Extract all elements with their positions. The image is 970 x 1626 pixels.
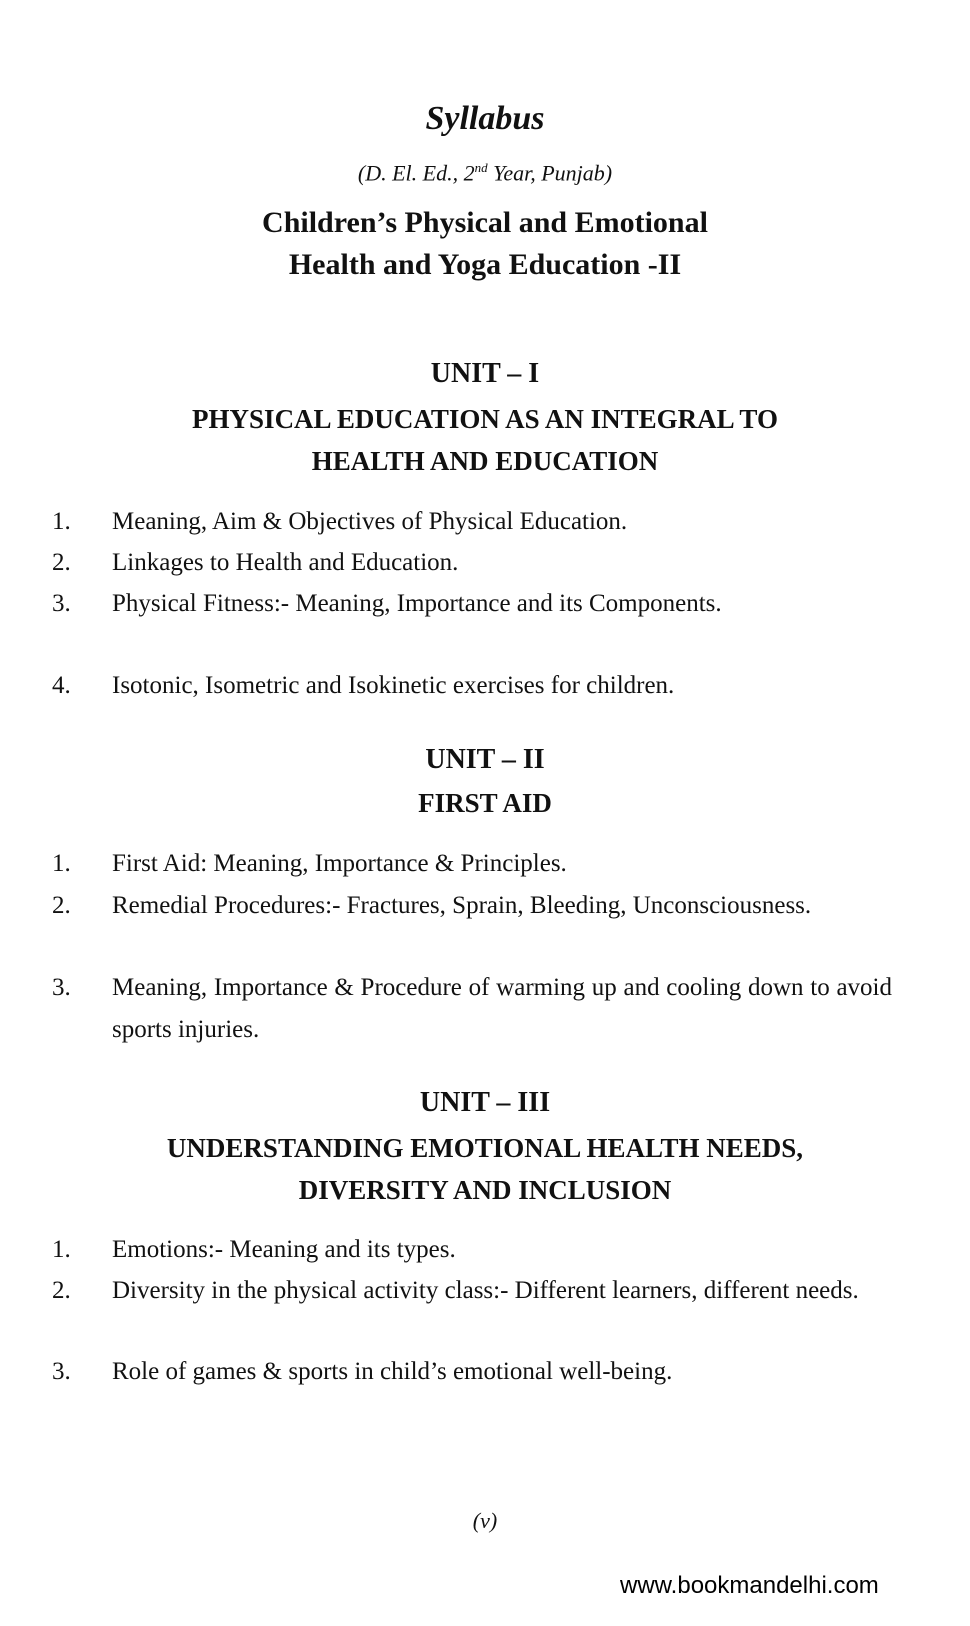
unit-1-title-line2: HEALTH AND EDUCATION (311, 446, 659, 476)
item-text: Linkages to Health and Education. (112, 549, 459, 576)
page-number: (v) (472, 1508, 498, 1533)
unit-3-title-line1: UNDERSTANDING EMOTIONAL HEALTH NEEDS, (166, 1133, 804, 1163)
subtitle-pre: (D. El. Ed., 2 (357, 160, 475, 186)
unit-1-label: UNIT – I (430, 358, 540, 389)
item-number: 1. (52, 508, 71, 535)
item-number: 2. (52, 892, 71, 919)
list-item (52, 583, 892, 625)
item-text: Isotonic, Isometric and Isokinetic exercises for children. (112, 672, 675, 699)
item-number: 1. (52, 1236, 71, 1263)
item-text: Role of games & sports in child’s emotional well-being. (112, 1358, 673, 1385)
list-item (52, 843, 892, 885)
subject-heading-line1: Children’s Physical and Emotional (262, 206, 708, 239)
item-text: Meaning, Aim & Objectives of Physical Education. (112, 508, 628, 535)
list-item (52, 1351, 892, 1393)
list-item (52, 1270, 892, 1312)
item-number: 3. (52, 974, 71, 1001)
item-text: Emotions:- Meaning and its types. (112, 1236, 456, 1263)
unit-3-label: UNIT – III (419, 1087, 551, 1118)
item-text: Physical Fitness:- Meaning, Importance and its Components. (112, 590, 722, 617)
course-subtitle (0, 160, 970, 186)
list-item (52, 885, 892, 927)
item-text: First Aid: Meaning, Importance & Principles. (112, 850, 567, 877)
list-item (52, 967, 892, 1051)
website-watermark: www.bookmandelhi.com (620, 1572, 879, 1599)
subtitle-sup: nd (474, 160, 488, 175)
unit-3-title-line2: DIVERSITY AND INCLUSION (298, 1175, 672, 1205)
item-text: Remedial Procedures:- Fractures, Sprain, Bleeding, Unconsciousness. (112, 892, 812, 919)
item-text: Diversity in the physical activity class:- Different learners, different needs. (112, 1277, 859, 1304)
item-number: 1. (52, 850, 71, 877)
subtitle-post: Year, Punjab) (487, 160, 613, 186)
unit-1-title-line1: PHYSICAL EDUCATION AS AN INTEGRAL TO (192, 404, 778, 434)
unit-2-title: FIRST AID (418, 788, 552, 818)
item-number: 4. (52, 672, 71, 699)
item-number: 2. (52, 1277, 71, 1304)
page-title: Syllabus (425, 100, 545, 137)
item-number: 2. (52, 549, 71, 576)
list-item (52, 542, 892, 584)
list-item (52, 665, 892, 707)
item-number: 3. (52, 590, 71, 617)
subject-heading-line2: Health and Yoga Education -II (288, 248, 682, 281)
list-item (52, 1229, 892, 1271)
item-number: 3. (52, 1358, 71, 1385)
list-item (52, 501, 892, 543)
unit-2-label: UNIT – II (425, 744, 545, 775)
item-text: Meaning, Importance & Procedure of warming up and cooling down to avoid sports injuries. (112, 974, 892, 1043)
